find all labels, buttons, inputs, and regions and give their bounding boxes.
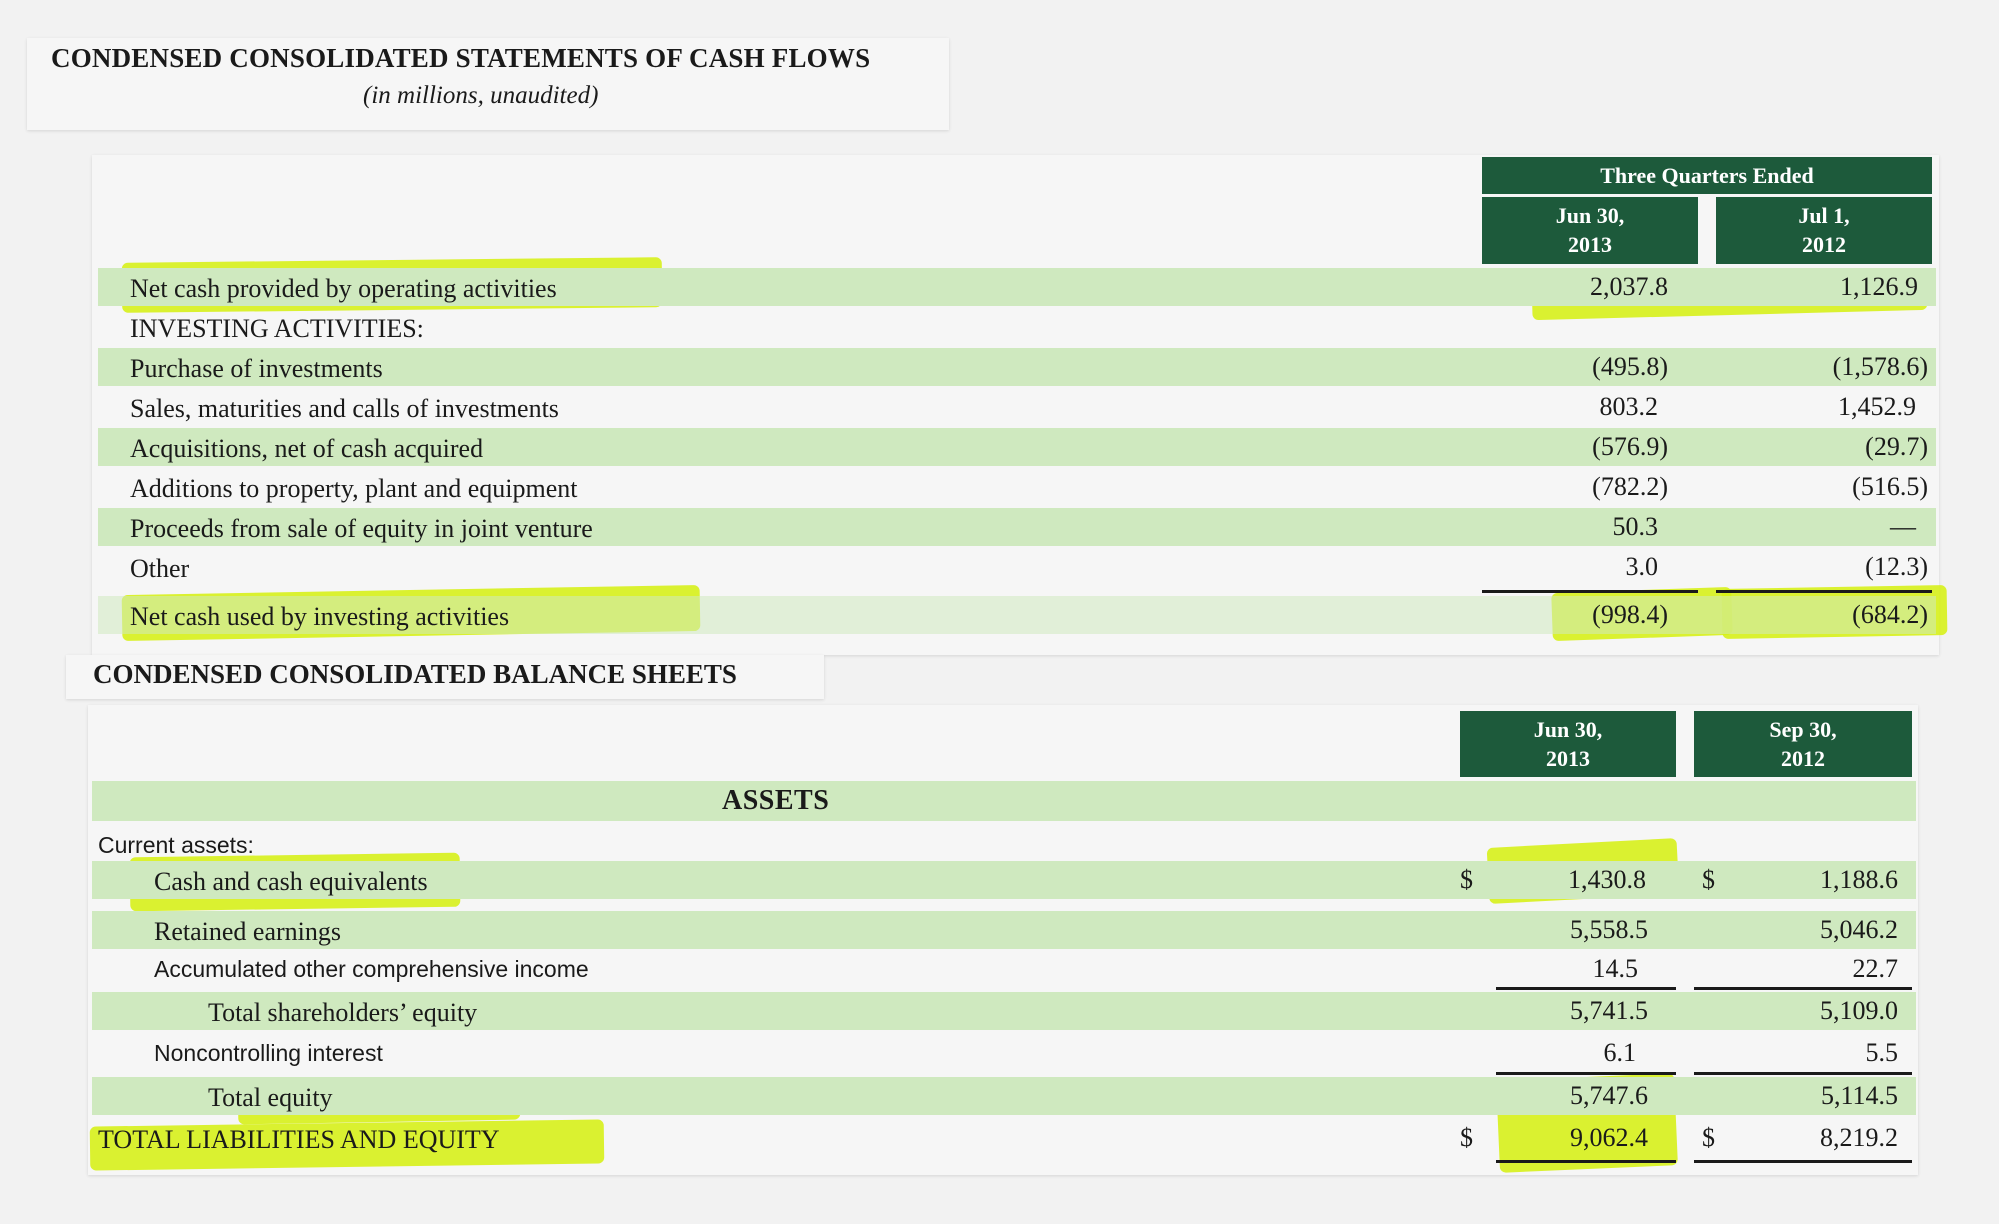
bs-col-header-jun-2013: Jun 30, 2013 [1460, 711, 1676, 777]
cf-row-label: Net cash used by investing activities [130, 602, 510, 631]
currency-symbol: $ [1702, 865, 1715, 894]
cf-row-label: Proceeds from sale of equity in joint venture [130, 514, 593, 543]
cf-row-operating [98, 268, 1936, 306]
bs-row-value-2012: 22.7 [1852, 954, 1898, 983]
cf-row-other [98, 548, 1936, 586]
cf-row-value-2013: 50.3 [1612, 512, 1658, 541]
cf-row-proceeds [98, 508, 1936, 546]
cf-row-value-2012: (684.2) [1852, 600, 1928, 629]
bs-row-total-liabilities [92, 1119, 1916, 1157]
cf-row-label: Acquisitions, net of cash acquired [130, 434, 484, 463]
bs-total-rule-2013 [1496, 1072, 1676, 1075]
balance-sheets-title: CONDENSED CONSOLIDATED BALANCE SHEETS [93, 659, 737, 689]
cf-total-rule-2013 [1482, 590, 1698, 593]
bs-row-label: Total shareholders’ equity [208, 998, 478, 1027]
cf-row-value-2012: (12.3) [1865, 552, 1928, 581]
cf-row-value-2013: (782.2) [1592, 472, 1668, 501]
col-header-jun-2013: Jun 30, 2013 [1482, 197, 1698, 264]
cf-row-label: Purchase of investments [130, 354, 383, 383]
cash-flows-title-strip [27, 38, 949, 130]
cf-row-value-2012: 1,126.9 [1840, 272, 1918, 301]
balance-sheets-title-strip [66, 655, 824, 699]
cf-row-value-2012: (1,578.6) [1832, 352, 1928, 381]
cf-row-label: Sales, maturities and calls of investments [130, 394, 559, 423]
assets-label: ASSETS [722, 785, 830, 816]
bs-row-value-2013: 5,741.5 [1570, 996, 1648, 1025]
cf-row-value-2013: 2,037.8 [1590, 272, 1668, 301]
bs-row-current-assets [92, 826, 1916, 864]
cf-row-label: Other [130, 554, 190, 583]
bs-row-value-2013: 14.5 [1592, 954, 1638, 983]
bs-row-label: Current assets: [98, 832, 254, 858]
period-header: Three Quarters Ended [1482, 157, 1932, 194]
bs-row-value-2012: 5,114.5 [1820, 1081, 1898, 1110]
bs-assets-band [92, 781, 1916, 821]
cf-row-value-2012: (516.5) [1852, 472, 1928, 501]
cf-row-investing-heading [98, 308, 1936, 346]
bs-row-value-2012: 5.5 [1865, 1038, 1898, 1067]
cf-row-value-2012: 1,452.9 [1838, 392, 1916, 421]
bs-row-cash [92, 861, 1916, 899]
bs-row-value-2013: 6.1 [1603, 1038, 1636, 1067]
bs-row-label: TOTAL LIABILITIES AND EQUITY [98, 1125, 500, 1154]
bs-row-label: Retained earnings [154, 917, 341, 946]
bs-row-label: Accumulated other comprehensive income [154, 956, 589, 982]
bs-row-label: Total equity [208, 1083, 333, 1112]
cf-row-purchase [98, 348, 1936, 386]
cf-total-rule-2012 [1716, 590, 1932, 593]
bs-subtotal-rule-2012 [1694, 987, 1912, 990]
currency-symbol: $ [1702, 1123, 1715, 1152]
cf-row-value-2013: 803.2 [1599, 392, 1658, 421]
bs-row-value-2012: 1,188.6 [1820, 865, 1898, 894]
cf-row-net-investing [98, 596, 1936, 634]
bs-row-label: Noncontrolling interest [154, 1040, 383, 1066]
cf-row-acquisitions [98, 428, 1936, 466]
bs-double-rule-2012 [1694, 1160, 1912, 1163]
bs-double-rule-2013 [1496, 1160, 1676, 1163]
bs-total-rule-2012 [1694, 1072, 1912, 1075]
bs-row-total-shareholders [92, 992, 1916, 1030]
bs-row-total-equity [92, 1077, 1916, 1115]
currency-symbol: $ [1460, 865, 1473, 894]
cf-row-label: Additions to property, plant and equipment [130, 474, 578, 503]
bs-row-value-2012: 5,109.0 [1820, 996, 1898, 1025]
bs-row-value-2012: 5,046.2 [1820, 915, 1898, 944]
cf-row-value-2013: (495.8) [1592, 352, 1668, 381]
cf-row-label: Net cash provided by operating activities [130, 274, 557, 303]
currency-symbol: $ [1460, 1123, 1473, 1152]
bs-row-value-2013: 1,430.8 [1568, 865, 1646, 894]
col-header-jul-2012: Jul 1, 2012 [1716, 197, 1932, 264]
bs-row-value-2012: 8,219.2 [1820, 1123, 1898, 1152]
bs-col-header-sep-2012: Sep 30, 2012 [1694, 711, 1912, 777]
cf-row-value-2013: 3.0 [1625, 552, 1658, 581]
cf-row-value-2013: (576.9) [1592, 432, 1668, 461]
bs-row-value-2013: 5,558.5 [1570, 915, 1648, 944]
bs-subtotal-rule-2013 [1496, 987, 1676, 990]
cf-row-value-2012: — [1890, 512, 1916, 541]
bs-row-value-2013: 5,747.6 [1570, 1081, 1648, 1110]
bs-row-label: Cash and cash equivalents [154, 867, 428, 896]
balance-sheets-table [88, 705, 1918, 1175]
cash-flows-subtitle: (in millions, unaudited) [363, 82, 599, 109]
cf-row-value-2012: (29.7) [1865, 432, 1928, 461]
bs-row-retained-earnings [92, 911, 1916, 949]
cash-flows-table [92, 155, 1939, 655]
cf-row-label: INVESTING ACTIVITIES: [130, 314, 424, 343]
cf-row-additions [98, 468, 1936, 506]
bs-row-aoci [92, 950, 1916, 988]
bs-row-noncontrolling [92, 1034, 1916, 1072]
cf-row-value-2013: (998.4) [1592, 600, 1668, 629]
cash-flows-title: CONDENSED CONSOLIDATED STATEMENTS OF CASH FLOWS [51, 43, 871, 73]
cf-row-sales [98, 388, 1936, 426]
bs-row-value-2013: 9,062.4 [1570, 1123, 1648, 1152]
